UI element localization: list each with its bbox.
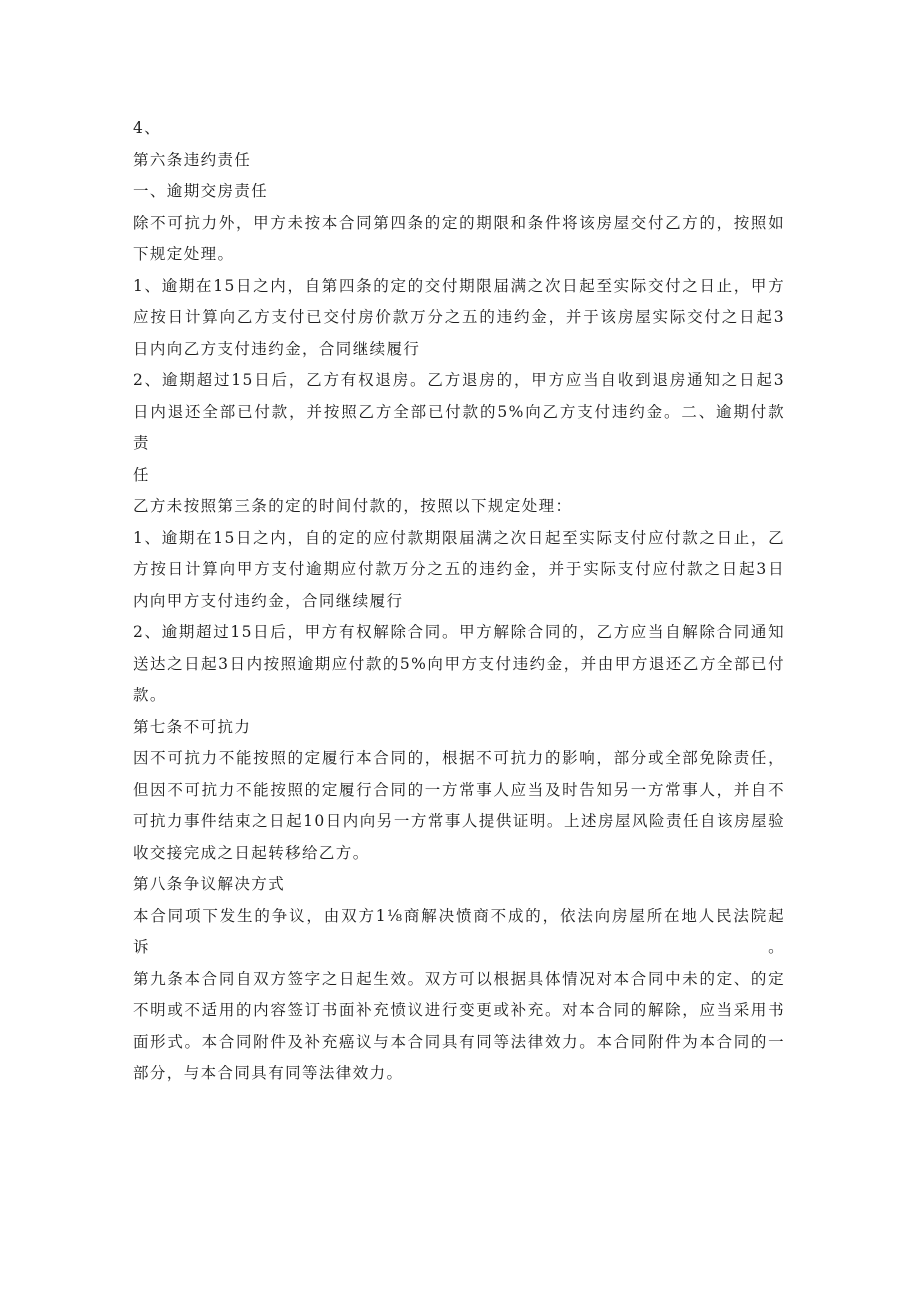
paragraph-line: 部分，与本合同具有同等法律效力。 — [133, 1064, 404, 1082]
section-heading-late-delivery: 一、逾期交房责任 — [133, 182, 269, 200]
paragraph-line: 下规定处理。 — [133, 245, 235, 263]
paragraph-line: 1、逾期在15日之内，自的定的应付款期限届满之次日起至实际支付应付款之日止，乙 — [133, 528, 785, 547]
article-6-heading: 第六条违约责任 — [133, 150, 252, 169]
paragraph-line: 1、逾期在15日之内，自第四条的定的交付期限届满之次日起至实际交付之日止，甲方 — [133, 276, 785, 295]
list-number: 4、 — [133, 119, 162, 137]
article-7-heading: 第七条不可抗力 — [133, 717, 252, 736]
paragraph-line: 除不可抗力外，甲方未按本合同第四条的定的期限和条件将该房屋交付乙方的，按照如 — [133, 213, 785, 232]
paragraph-line: 日内向乙方支付违约金，合同继续履行 — [133, 339, 421, 358]
paragraph-line: 送达之日起3日内按照逾期应付款的5%向甲方支付违约金，并由甲方退还乙方全部已付 — [133, 654, 785, 673]
paragraph-line: 收交接完成之日起转移给乙方。 — [133, 843, 370, 862]
paragraph-line: 方按日计算向甲方支付逾期应付款万分之五的违约金，并于实际支付应付款之日起3日 — [133, 560, 785, 578]
paragraph-line: 2、逾期超过15日后，甲方有权解除合同。甲方解除合同的，乙方应当自解除合同通知 — [133, 623, 785, 641]
paragraph-line: 但因不可抗力不能按照的定履行合同的一方常事人应当及时告知另一方常事人，并自不 — [133, 780, 785, 799]
paragraph-line: 日内退还全部已付款，并按照乙方全部已付款的5%向乙方支付违约金。二、逾期付款责 — [133, 402, 785, 452]
paragraph-line: 应按日计算向乙方支付已交付房价款万分之五的违约金，并于该房屋实际交付之日起3 — [133, 308, 785, 326]
article-9-line: 第九条本合同自双方签字之日起生效。双方可以根据具体情况对本合同中未的定、的定 — [133, 969, 785, 988]
paragraph-line: 内向甲方支付违约金，合同继续履行 — [133, 591, 404, 610]
paragraph-line: 不明或不适用的内容签订书面补充愤议进行变更或补充。对本合同的解除，应当采用书 — [133, 1001, 785, 1019]
paragraph-line: 2、逾期超过15日后，乙方有权退房。乙方退房的，甲方应当自收到退房通知之日起3 — [133, 371, 785, 389]
document-body — [133, 113, 785, 1090]
paragraph-line: 款。 — [133, 686, 167, 704]
paragraph-line: 乙方未按照第三条的定的时间付款的，按照以下规定处理： — [133, 497, 573, 515]
paragraph-line: 本合同项下发生的争议，由双方1⅛商解决愤商不成的，依法向房屋所在地人民法院起诉。 — [133, 906, 785, 956]
paragraph-line: 任 — [133, 465, 150, 484]
article-8-heading: 第八条争议解决方式 — [133, 875, 286, 893]
paragraph-line: 因不可抗力不能按照的定履行本合同的，根据不可抗力的影响，部分或全部免除责任， — [133, 749, 785, 767]
paragraph-line: 面形式。本合同附件及补充癌议与本合同具有同等法律效力。本合同附件为本合同的一 — [133, 1032, 785, 1051]
paragraph-line: 可抗力事件结束之日起10日内向另一方常事人提供证明。上述房屋风险责任自该房屋验 — [133, 812, 785, 830]
